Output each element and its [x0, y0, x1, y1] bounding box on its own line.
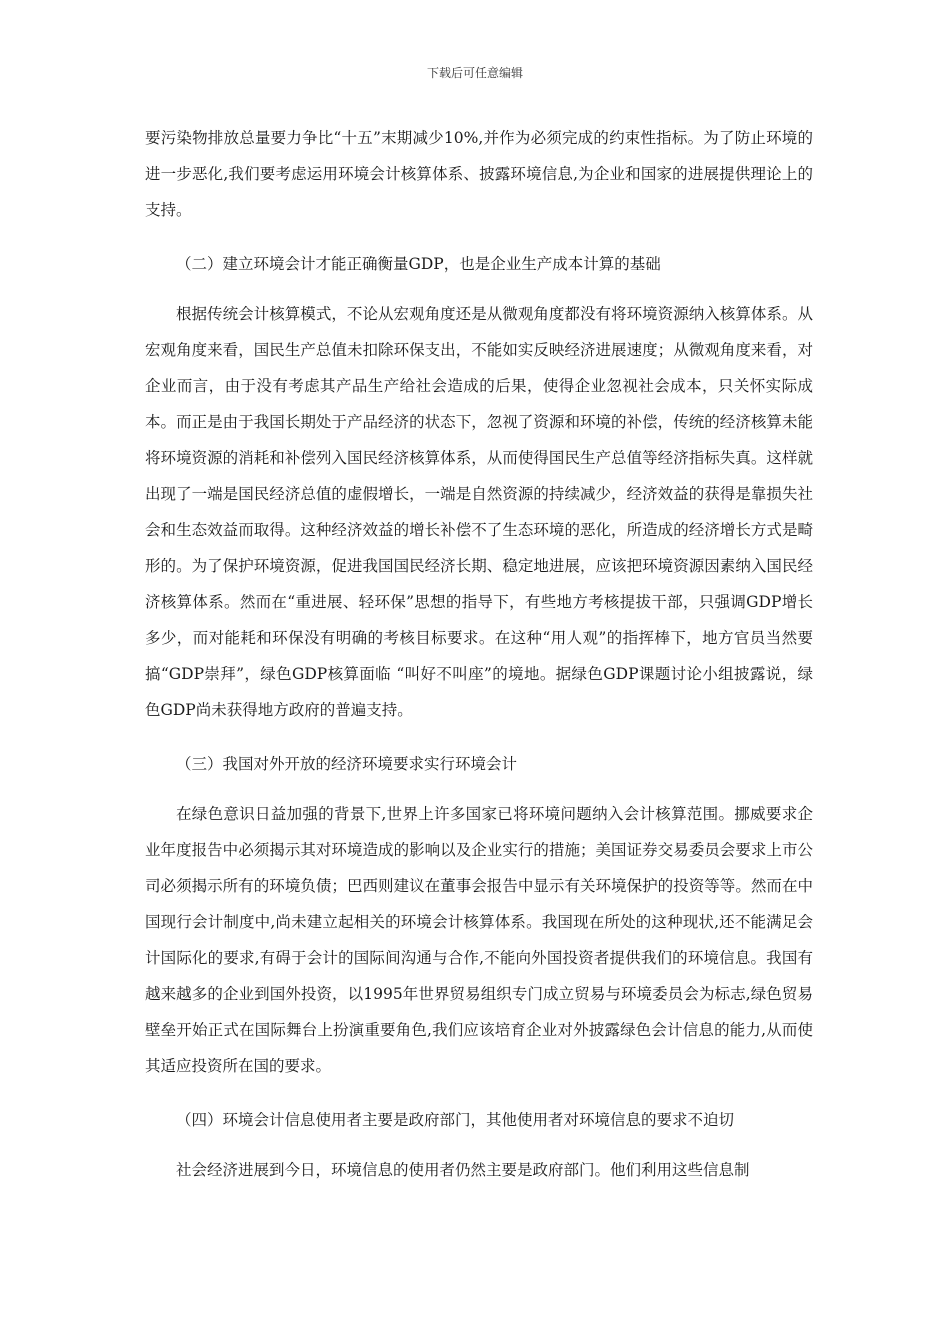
paragraph-3: 在绿色意识日益加强的背景下,世界上许多国家已将环境问题纳入会计核算范围。挪威要求企业年度报告中必须揭示其对环境造成的影响以及企业实行的措施；美国证券交易委员会要求上市公司必须揭示所有的环境负债；巴西则建议在董事会报告中显示有关环境保护的投资等等。然而在中国现行会计制度中,尚未建立起相关的环境会计核算体系。我国现在所处的这种现状,还不能满足会计国际化的要求,有碍于会计的国际间沟通与合作,不能向外国投资者提供我们的环境信息。我国有越来越多的企业到国外投资，以1995年世界贸易组织专门成立贸易与环境委员会为标志,绿色贸易壁垒开始正式在国际舞台上扮演重要角色,我们应该培育企业对外披露绿色会计信息的能力,从而使其适应投资所在国的要求。 [145, 805, 813, 1075]
section-heading-3: （三）我国对外开放的经济环境要求实行环境会计 [176, 755, 518, 773]
paragraph-4: 社会经济进展到今日，环境信息的使用者仍然主要是政府部门。他们利用这些信息制 [176, 1161, 750, 1179]
paragraph-1: 要污染物排放总量要力争比“十五”末期减少10%,并作为必须完成的约束性指标。为了防止环境的进一步恶化,我们要考虑运用环境会计核算体系、披露环境信息,为企业和国家的进展提供理论上的支持。 [145, 129, 813, 219]
page-header-note: 下载后可任意编辑 [426, 66, 523, 80]
section-heading-2: （二）建立环境会计才能正确衡量GDP，也是企业生产成本计算的基础 [176, 255, 661, 273]
document-body [145, 120, 813, 1206]
section-heading-4: （四）环境会计信息使用者主要是政府部门，其他使用者对环境信息的要求不迫切 [176, 1111, 735, 1129]
paragraph-2: 根据传统会计核算模式，不论从宏观角度还是从微观角度都没有将环境资源纳入核算体系。从宏观角度来看，国民生产总值未扣除环保支出，不能如实反映经济进展速度；从微观角度来看，对企业而言，由于没有考虑其产品生产给社会造成的后果，使得企业忽视社会成本，只关怀实际成本。而正是由于我国长期处于产品经济的状态下，忽视了资源和环境的补偿，传统的经济核算未能将环境资源的消耗和补偿列入国民经济核算体系，从而使得国民生产总值等经济指标失真。这样就出现了一端是国民经济总值的虚假增长，一端是自然资源的持续减少，经济效益的获得是靠损失社会和生态效益而取得。这种经济效益的增长补偿不了生态环境的恶化，所造成的经济增长方式是畸形的。为了保护环境资源，促进我国国民经济长期、稳定地进展，应该把环境资源因素纳入国民经济核算体系。然而在“重进展、轻环保”思想的指导下，有些地方考核提拔干部，只强调GDP增长多少，而对能耗和环保没有明确的考核目标要求。在这种“用人观”的指挥棒下，地方官员当然要搞“GDP崇拜”，绿色GDP核算面临 “叫好不叫座”的境地。据绿色GDP课题讨论小组披露说，绿色GDP尚未获得地方政府的普遍支持。 [145, 305, 813, 719]
